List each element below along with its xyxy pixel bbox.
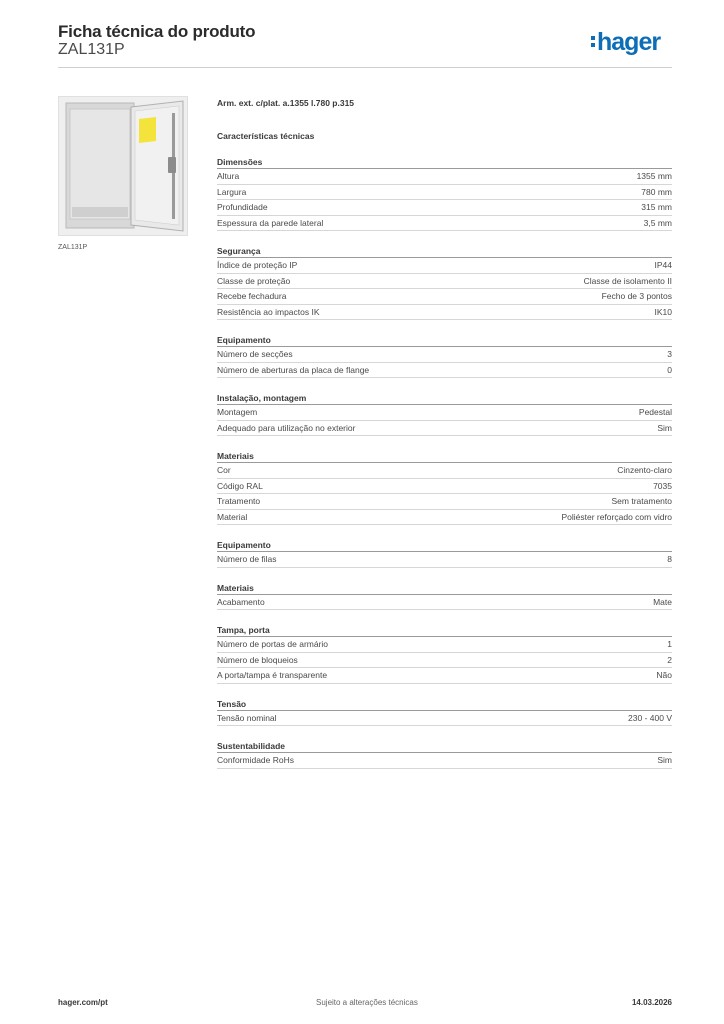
hager-logo[interactable] xyxy=(591,29,660,55)
spec-section xyxy=(217,698,672,727)
spec-row xyxy=(217,363,672,379)
logo-text: hager xyxy=(597,28,661,56)
spec-value: IK10 xyxy=(654,306,672,317)
spec-section xyxy=(217,740,672,769)
spec-label: Tensão nominal xyxy=(217,712,277,723)
spec-row xyxy=(217,216,672,232)
spec-value: 2 xyxy=(667,654,672,665)
spec-row xyxy=(217,510,672,526)
spec-value: 1355 mm xyxy=(636,171,672,181)
cabinet-icon xyxy=(59,97,187,235)
spec-label: Espessura da parede lateral xyxy=(217,217,324,228)
spec-section xyxy=(217,245,672,320)
spec-row xyxy=(217,185,672,201)
spec-section xyxy=(217,624,672,684)
spec-value: Cinzento-claro xyxy=(617,465,672,475)
spec-value: 0 xyxy=(667,364,672,375)
spec-label: A porta/tampa é transparente xyxy=(217,670,328,680)
image-caption: ZAL131P xyxy=(58,244,88,251)
spec-label: Índice de proteção IP xyxy=(217,260,298,270)
spec-value: 315 mm xyxy=(641,202,672,212)
spec-value: 7035 xyxy=(653,480,672,491)
spec-value: Fecho de 3 pontos xyxy=(601,291,672,301)
spec-row xyxy=(217,405,672,421)
spec-label: Profundidade xyxy=(217,202,268,212)
footer-date: 14.03.2026 xyxy=(631,998,672,1007)
spec-value: Poliéster reforçado com vidro xyxy=(561,511,672,522)
spec-value: 230 - 400 V xyxy=(628,712,672,723)
header-divider xyxy=(58,67,672,68)
spec-label: Largura xyxy=(217,186,247,197)
spec-row xyxy=(217,421,672,437)
product-code: ZAL131P xyxy=(58,41,125,58)
spec-value: Mate xyxy=(653,596,672,607)
page-title: Ficha técnica do produto xyxy=(58,22,256,41)
spec-value: 3 xyxy=(667,349,672,359)
spec-value: 1 xyxy=(667,639,672,649)
spec-value: Sim xyxy=(657,755,672,765)
spec-value: 780 mm xyxy=(641,186,672,197)
section-heading: Equipamento xyxy=(217,539,672,552)
spec-row xyxy=(217,753,672,769)
spec-row xyxy=(217,595,672,611)
product-image xyxy=(58,96,188,236)
tech-title: Características técnicas xyxy=(217,131,315,141)
spec-value: 3,5 mm xyxy=(643,217,672,228)
spec-section xyxy=(217,156,672,231)
spec-row xyxy=(217,289,672,305)
spec-value: 8 xyxy=(667,554,672,564)
section-heading: Equipamento xyxy=(217,334,672,347)
spec-label: Classe de proteção xyxy=(217,275,291,286)
spec-label: Número de bloqueios xyxy=(217,654,298,665)
spec-label: Montagem xyxy=(217,407,258,417)
spec-label: Altura xyxy=(217,171,240,181)
spec-label: Número de secções xyxy=(217,349,293,359)
spec-label: Número de filas xyxy=(217,554,277,564)
spec-value: IP44 xyxy=(654,260,672,270)
spec-label: Cor xyxy=(217,465,231,475)
spec-row xyxy=(217,169,672,185)
spec-row xyxy=(217,479,672,495)
spec-label: Número de portas de armário xyxy=(217,639,329,649)
spec-row xyxy=(217,668,672,684)
spec-label: Tratamento xyxy=(217,496,261,506)
spec-section xyxy=(217,392,672,436)
footer-website[interactable]: hager.com/pt xyxy=(58,998,108,1007)
spec-sections xyxy=(217,156,672,769)
section-heading: Segurança xyxy=(217,245,672,258)
section-heading: Tensão xyxy=(217,698,672,711)
spec-section xyxy=(217,582,672,611)
section-heading: Instalação, montagem xyxy=(217,392,672,405)
spec-section xyxy=(217,334,672,378)
spec-value: Não xyxy=(656,670,672,680)
spec-label: Número de aberturas da placa de flange xyxy=(217,364,370,375)
spec-value: Sim xyxy=(657,422,672,433)
spec-content xyxy=(217,97,672,769)
spec-label: Resistência ao impactos IK xyxy=(217,306,320,317)
spec-section xyxy=(217,539,672,568)
spec-row xyxy=(217,653,672,669)
section-heading: Materiais xyxy=(217,582,672,595)
spec-row xyxy=(217,494,672,510)
spec-row xyxy=(217,305,672,321)
spec-row xyxy=(217,552,672,568)
spec-row xyxy=(217,463,672,479)
spec-value: Classe de isolamento II xyxy=(583,275,672,286)
product-name: Arm. ext. c/plat. a.1355 l.780 p.315 xyxy=(217,98,355,108)
spec-row xyxy=(217,258,672,274)
footer-notice: Sujeito a alterações técnicas xyxy=(316,998,418,1007)
spec-label: Acabamento xyxy=(217,596,265,607)
spec-row xyxy=(217,711,672,727)
spec-label: Adequado para utilização no exterior xyxy=(217,422,356,433)
logo-dots-icon xyxy=(591,33,595,50)
spec-row xyxy=(217,274,672,290)
section-heading: Materiais xyxy=(217,450,672,463)
spec-row xyxy=(217,637,672,653)
section-heading: Tampa, porta xyxy=(217,624,672,637)
spec-row xyxy=(217,347,672,363)
spec-value: Sem tratamento xyxy=(611,496,672,506)
spec-label: Conformidade RoHs xyxy=(217,755,295,765)
spec-label: Código RAL xyxy=(217,480,263,491)
section-heading: Sustentabilidade xyxy=(217,740,672,753)
spec-row xyxy=(217,200,672,216)
spec-value: Pedestal xyxy=(638,407,672,417)
spec-section xyxy=(217,450,672,525)
spec-label: Recebe fechadura xyxy=(217,291,287,301)
spec-label: Material xyxy=(217,511,248,522)
section-heading: Dimensões xyxy=(217,156,672,169)
